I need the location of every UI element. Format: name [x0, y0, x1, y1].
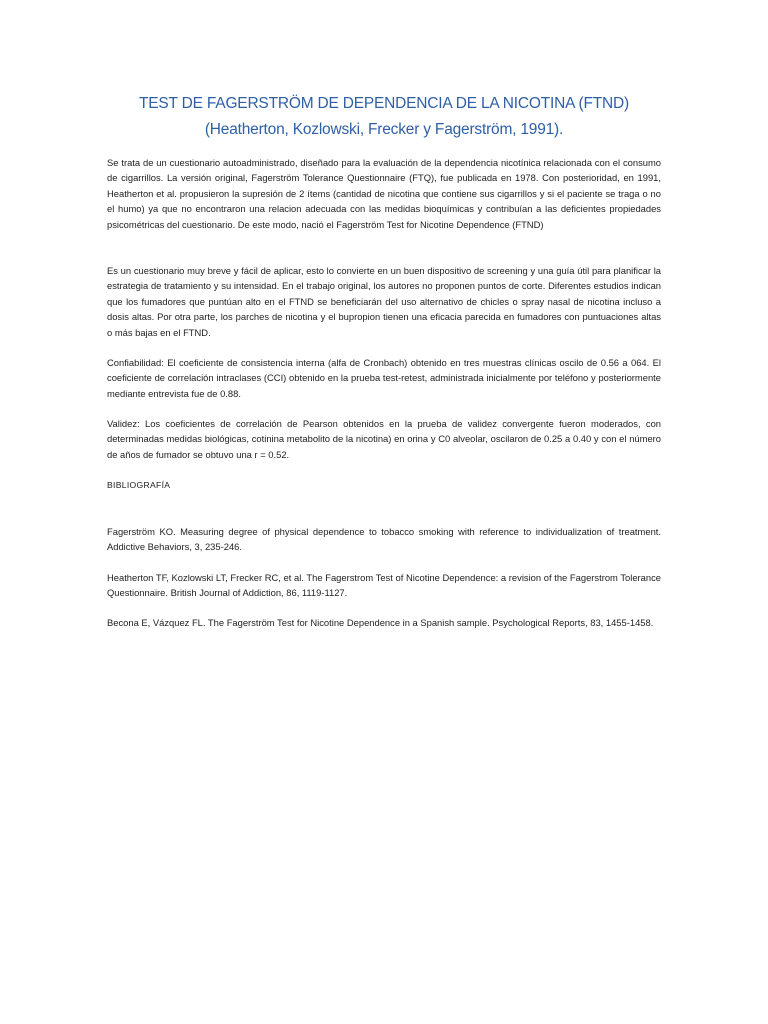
title-block: [60, 94, 708, 140]
reference-item: Fagerström KO. Measuring degree of physical dependence to tobacco smoking with reference to individualization of treatment. Addictive Behaviors, 3, 235-246.: [107, 526, 661, 553]
paragraph-introduction: Se trata de un cuestionario autoadministrado, diseñado para la evaluación de la dependencia nicotínica relacionada con el consumo de cigarrillos. La versión original, Fagerström Tolerance Questionnaire (FTQ), fue publicada en 1978. Con posterioridad, en 1991, Heatherton et al. propusieron la supresión de 2 ítems (cantidad de nicotina que contiene sus cigarrillos y si el paciente se traga o no el humo) ya que no encontraron una relacion adecuada con las medidas bioquímicas y contribuían a las deficientes propiedades psicométricas del cuestionario. De este modo, nació el Fagerström Test for Nicotine Dependence (FTND): [107, 157, 661, 230]
paragraph-usage: Es un cuestionario muy breve y fácil de aplicar, esto lo convierte en un buen dispositivo de screening y una guía útil para planificar la estrategia de tratamiento y su intensidad. En el trabajo original, los autores no proponen puntos de corte. Diferentes estudios indican que los fumadores que puntúan alto en el FTND se beneficiarán del uso alternativo de chicles o spray nasal de nicotina incluso a dosis altas. Por otra parte, los parches de nicotina y el bupropion tienen una eficacia parecida en fumadores con puntuaciones altas o más bajas en el FTND.: [107, 265, 661, 338]
bibliography-heading: BIBLIOGRAFÍA: [107, 480, 171, 490]
paragraph-validity: Validez: Los coeficientes de correlación de Pearson obtenidos en la prueba de validez convergente fueron moderados, con determinadas medidas biológicas, cotinina metabolito de la nicotina) en orina y C0 alveolar, oscilaron de 0.25 a 0.40 y con el número de años de fumador se obtuvo una r = 0.52.: [107, 418, 661, 460]
paragraph-reliability: Confiabilidad: El coeficiente de consistencia interna (alfa de Cronbach) obtenido en tres muestras clínicas oscilo de 0.56 a 064. El coeficiente de correlación intraclases (CCI) obtenido en la prueba test-retest, administrada inicialmente por teléfono y posteriormente mediante entrevista fue de 0.88.: [107, 357, 661, 399]
document-title: TEST DE FAGERSTRÖM DE DEPENDENCIA DE LA NICOTINA (FTND): [139, 95, 629, 112]
reference-item: Heatherton TF, Kozlowski LT, Frecker RC, et al. The Fagerstrom Test of Nicotine Dependence: a revision of the Fagerstrom Tolerance Questionnaire. British Journal of Addiction, 86, 1119-1127.: [107, 572, 661, 599]
document-subtitle: (Heatherton, Kozlowski, Frecker y Fagerström, 1991).: [204, 121, 564, 138]
reference-item: Becona E, Vázquez FL. The Fagerström Test for Nicotine Dependence in a Spanish sample. Psychological Reports, 83, 1455-1458.: [107, 617, 654, 628]
